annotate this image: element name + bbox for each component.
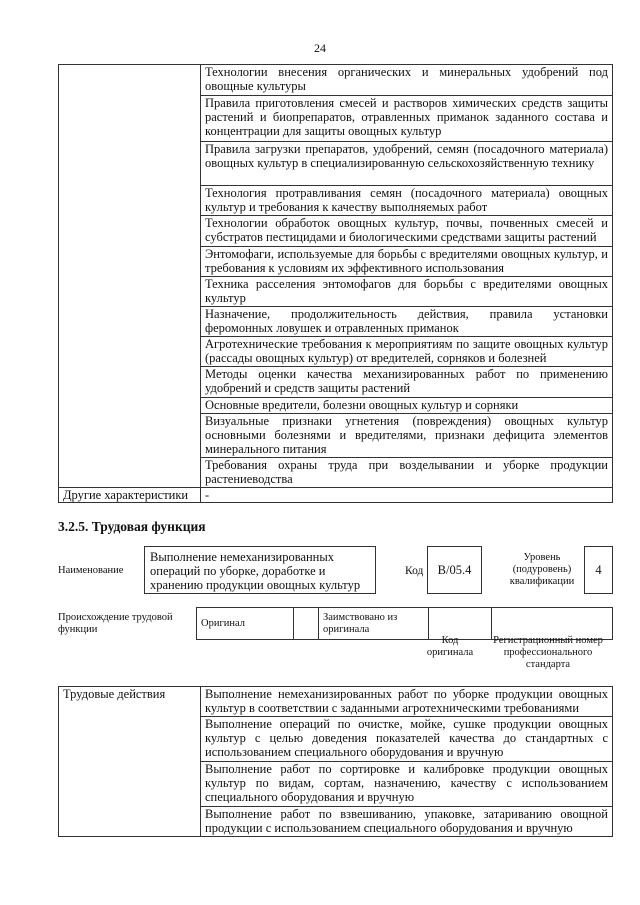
knowledge-item: Правила приготовления смесей и растворов химических средств защиты растений и биопрепаратов, отравленных приманок заданного состава и концентрации для защиты овощных культур [201, 96, 613, 142]
knowledge-item: Правила загрузки препаратов, удобрений, семян (посадочного материала) овощных культур в специализированную сельскохозяйственную технику [201, 142, 613, 186]
other-characteristics-label: Другие характеристики [59, 488, 201, 503]
knowledge-item: Технологии обработок овощных культур, почвы, почвенных смесей и субстратов пестицидами и биологическими средствами защиты растений [201, 216, 613, 247]
origin-code-caption: Код оригинала [426, 635, 474, 658]
knowledge-item: Технология протравливания семян (посадочного материала) овощных культур и требования к качеству выполняемых работ [201, 186, 613, 216]
origin-borrowed-cell: Заимствовано из оригинала [319, 608, 429, 640]
qualification-level-label: Уровень (подуровень) квалификации [509, 552, 575, 587]
knowledge-item: Техника расселения энтомофагов для борьбы с вредителями овощных культур [201, 277, 613, 307]
knowledge-item: Визуальные признаки угнетения (повреждения) овощных культур основными болезнями и вредителями, признаки дефицита элементов минерального питания [201, 414, 613, 458]
labor-action-item: Выполнение работ по сортировке и калибровке продукции овощных культур по видам, сортам, назначению, качеству с использованием специального оборудования и вручную [201, 762, 613, 807]
knowledge-item: Методы оценки качества механизированных работ по применению удобрений и средств защиты растений [201, 367, 613, 398]
page-number: 24 [314, 41, 326, 55]
knowledge-table [58, 64, 613, 503]
name-label: Наименование [58, 565, 124, 576]
labor-actions-table [58, 686, 613, 837]
section-title: 3.2.5. Трудовая функция [58, 519, 206, 534]
origin-original-cell: Оригинал [197, 608, 294, 640]
other-characteristics-value: - [201, 488, 613, 503]
knowledge-item: Энтомофаги, используемые для борьбы с вредителями овощных культур, и требования к условиям их эффективного использования [201, 247, 613, 277]
labor-action-item: Выполнение немеханизированных работ по уборке продукции овощных культур в соответствии с заданными агротехническими требованиями [201, 687, 613, 717]
knowledge-item: Назначение, продолжительность действия, правила установки феромонных ловушек и отравленных приманок [201, 307, 613, 337]
table-row [59, 488, 613, 503]
knowledge-item: Технологии внесения органических и минеральных удобрений под овощные культуры [201, 65, 613, 96]
table-row [59, 65, 613, 96]
function-code-box: B/05.4 [427, 546, 482, 594]
origin-mark-cell [294, 608, 319, 640]
knowledge-item: Агротехнические требования к мероприятиям по защите овощных культур (рассады овощных культур) от вредителей, сорняков и болезней [201, 337, 613, 367]
table-row [59, 687, 613, 717]
qualification-level-box: 4 [584, 546, 613, 594]
labor-action-item: Выполнение операций по очистке, мойке, сушке продукции овощных культур с целью доведения показателей качества до стандартных с использованием специального оборудования и вручную [201, 717, 613, 762]
knowledge-item: Основные вредители, болезни овощных культур и сорняки [201, 398, 613, 414]
origin-label: Происхождение трудовой функции [58, 612, 173, 635]
knowledge-label-cell [59, 65, 201, 488]
function-name-box: Выполнение немеханизированных операций по уборке, доработке и хранению продукции овощных культур [144, 546, 376, 594]
labor-action-item: Выполнение работ по взвешиванию, упаковке, затариванию овощной продукции с использованием специального оборудования и вручную [201, 807, 613, 837]
labor-actions-label: Трудовые действия [59, 687, 201, 837]
code-label: Код [405, 565, 424, 577]
knowledge-item: Требования охраны труда при возделывании и уборке продукции растениеводства [201, 458, 613, 488]
origin-reg-caption: Регистрационный номер профессионального стандарта [493, 635, 603, 670]
